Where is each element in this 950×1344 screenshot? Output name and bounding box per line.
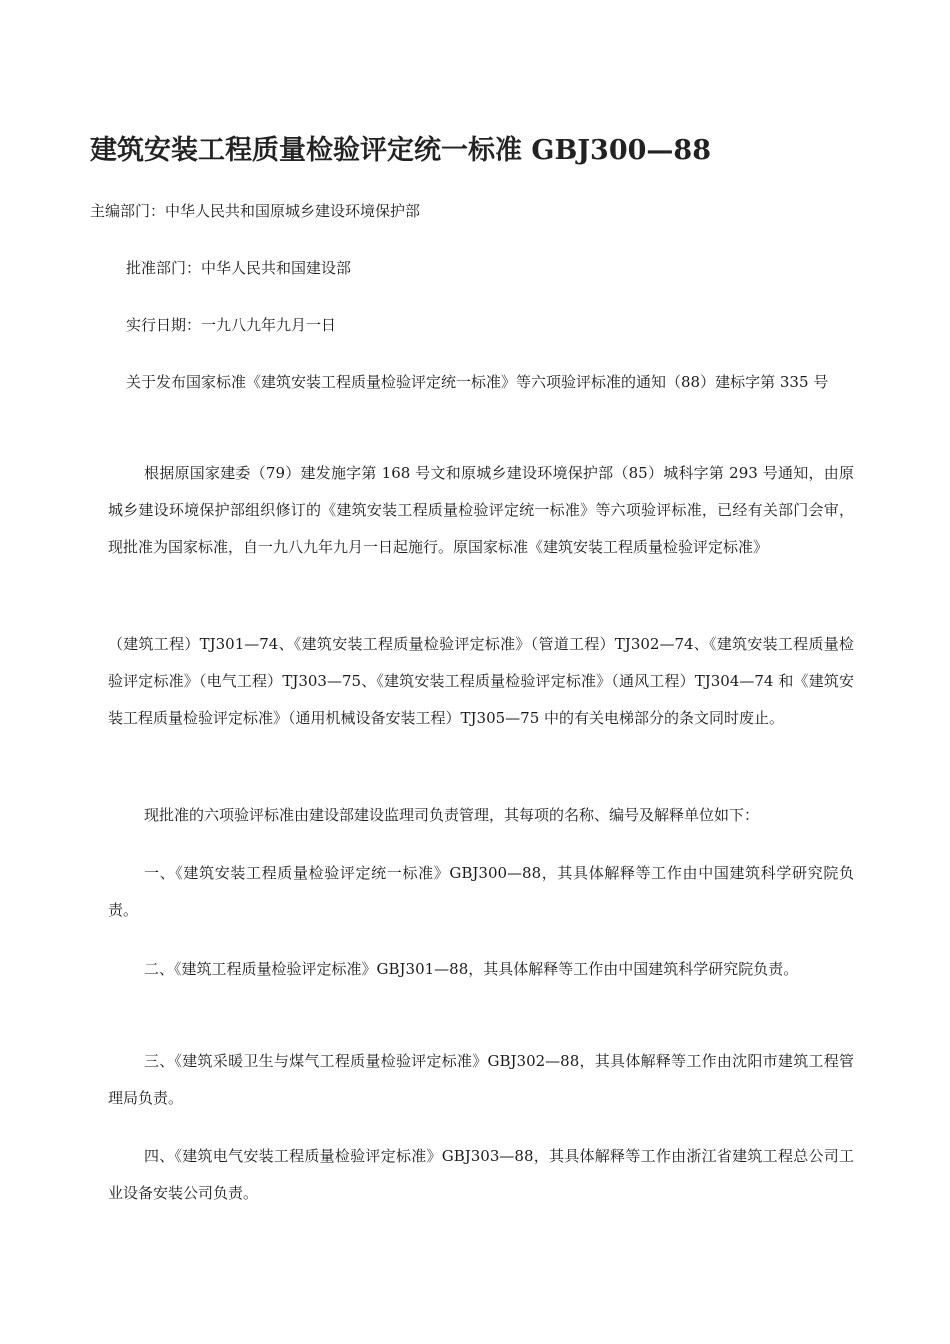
list-item-3: 三、《建筑采暖卫生与煤气工程质量检验评定标准》GBJ302—88，其具体解释等工作由沈阳市建筑工程管理局负责。 bbox=[108, 1052, 854, 1107]
editor-department: 主编部门：中华人民共和国原城乡建设环境保护部 bbox=[90, 202, 421, 220]
approver-department: 批准部门：中华人民共和国建设部 bbox=[126, 259, 352, 277]
effective-date: 实行日期：一九八九年九月一日 bbox=[126, 316, 337, 334]
list-item-4: 四、《建筑电气安装工程质量检验评定标准》GBJ303—88，其具体解释等工作由浙江省建筑工程总公司工业设备安装公司负责。 bbox=[108, 1147, 854, 1202]
document-title: 建筑安装工程质量检验评定统一标准 GBJ300—88 bbox=[90, 135, 711, 166]
body-paragraph-3: 现批准的六项验评标准由建设部建设监理司负责管理，其每项的名称、编号及解释单位如下： bbox=[144, 806, 760, 824]
body-paragraph-1: 根据原国家建委（79）建发施字第 168 号文和原城乡建设环境保护部（85）城科字第 293 号通知，由原城乡建设环境保护部组织修订的《建筑安装工程质量检验评定统一标准》等六项验评标准，已经有关部门会审，现批准为国家标准，自一九八九年九月一日起施行。原国家标准《建筑安装工程质量检验评定标准》 bbox=[108, 464, 854, 556]
list-item-1: 一、《建筑安装工程质量检验评定统一标准》GBJ300—88，其具体解释等工作由中国建筑科学研究院负责。 bbox=[108, 864, 854, 919]
body-paragraph-2: （建筑工程）TJ301—74、《建筑安装工程质量检验评定标准》（管道工程）TJ302—74、《建筑安装工程质量检验评定标准》（电气工程）TJ303—75、《建筑安装工程质量检验评定标准》（通风工程）TJ304—74 和《建筑安装工程质量检验评定标准》（通用机械设备安装工程）TJ305—75 中的有关电梯部分的条文同时废止。 bbox=[108, 635, 854, 727]
list-item-2: 二、《建筑工程质量检验评定标准》GBJ301—88，其具体解释等工作由中国建筑科学研究院负责。 bbox=[144, 960, 799, 978]
notice-paragraph: 关于发布国家标准《建筑安装工程质量检验评定统一标准》等六项验评标准的通知（88）建标字第 335 号 bbox=[126, 373, 829, 391]
